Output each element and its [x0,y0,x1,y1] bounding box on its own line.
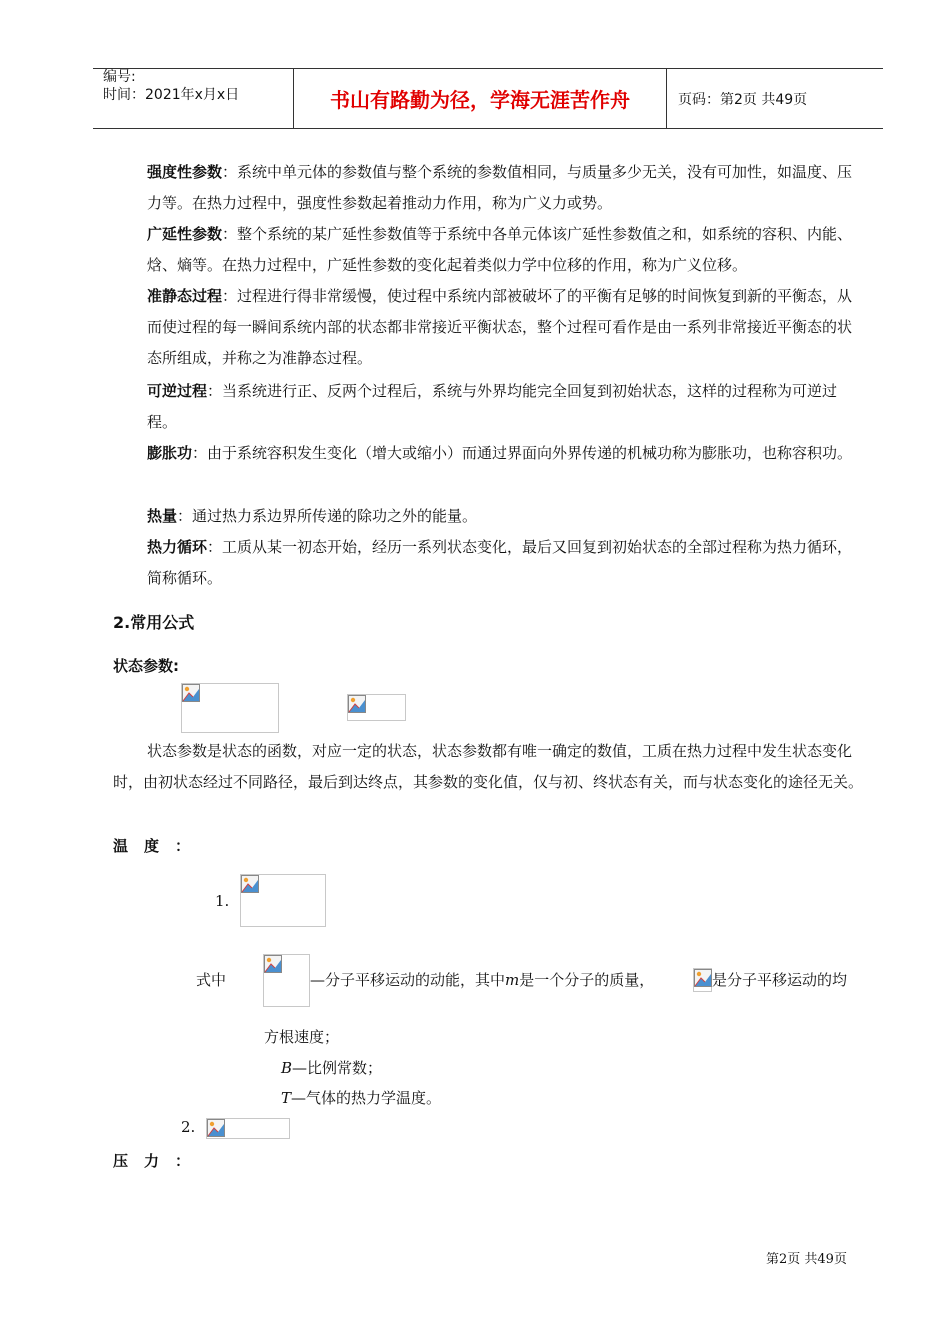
definition-term: 广延性参数 [147,225,223,243]
formula-image-icon [693,968,712,992]
state-params-title: 状态参数: [113,657,179,675]
definition-quasistatic [147,281,865,374]
definition-extensive [147,219,865,281]
header-bottom-rule [93,128,883,129]
definition-term: 强度性参数 [147,163,223,181]
definition-term: 热量 [147,507,178,525]
header-page-label: 页码：第2页 共49页 [678,92,808,108]
formula-image-icon [347,694,406,721]
pressure-title: 压力： [113,1152,207,1170]
formula-image-icon [240,874,326,927]
where-label: 式中 [196,971,227,989]
where-text: —分子平移运动的动能，其中 [310,971,506,989]
definition-reversible [147,376,865,438]
formula-image-icon [263,954,310,1007]
where-text: 是分子平移运动的均 [712,971,848,989]
t-line [281,1088,441,1108]
definition-term: 膨胀功 [147,444,193,462]
header-motto: 书山有路勤为径，学海无涯苦作舟 [330,88,630,112]
where-line [310,970,654,990]
definition-intensive [147,157,865,219]
temperature-title: 温度： [113,837,207,855]
definition-text: ：当系统进行正、反两个过程后，系统与外界均能完全回复到初始状态，这样的过程称为可逆过程。 [147,382,838,431]
item-number: 2. [181,1118,196,1136]
definition-cycle [147,532,865,594]
item-number: 1. [215,892,230,910]
symbol-m: m [505,971,520,989]
definition-term: 热力循环 [147,538,208,556]
header-meta [103,68,239,104]
header-divider-right [666,68,667,128]
b-line [281,1058,382,1078]
header-time-label: 时间：2021年x月x日 [103,87,240,103]
definition-text: ：整个系统的某广延性参数值等于系统中各单元体该广延性参数值之和，如系统的容积、内能、焓、熵等。在热力过程中，广延性参数的变化起着类似力学中位移的作用，称为广义位移。 [147,225,853,274]
t-desc: —气体的热力学温度。 [291,1089,442,1107]
definition-expansion-work [147,438,865,469]
definition-heat [147,501,865,532]
definition-term: 准静态过程 [147,287,223,305]
definition-text: ：工质从某一初态开始，经历一系列状态变化，最后又回复到初始状态的全部过程称为热力循环，简称循环。 [147,538,853,587]
state-params-paragraph: 状态参数是状态的函数，对应一定的状态，状态参数都有唯一确定的数值，工质在热力过程中发生状态变化时，由初状态经过不同路径，最后到达终点，其参数的变化值，仅与初、终状态有关，而与状态变化的途径无关。 [113,742,864,791]
definition-text: ：由于系统容积发生变化（增大或缩小）而通过界面向外界传递的机械功称为膨胀功，也称容积功。 [192,444,853,462]
header-code-label: 编号: [103,69,136,85]
symbol-b: B [281,1059,293,1077]
formula-image-icon [181,683,279,733]
formula-image-icon [206,1118,290,1139]
where-text: 方根速度； [264,1028,340,1046]
definition-text: ：系统中单元体的参数值与整个系统的参数值相同，与质量多少无关，没有可加性，如温度、压力等。在热力过程中，强度性参数起着推动力作用，称为广义力或势。 [147,163,853,212]
definition-term: 可逆过程 [147,382,208,400]
symbol-t: T [281,1089,292,1107]
section-title: 2.常用公式 [113,613,195,632]
definition-text: ：过程进行得非常缓慢，使过程中系统内部被破坏了的平衡有足够的时间恢复到新的平衡态，从而使过程的每一瞬间系统内部的状态都非常接近平衡状态，整个过程可看作是由一系列非常接近平衡态的状态所组成，并称之为准静态过程。 [147,287,853,367]
b-desc: —比例常数； [292,1059,383,1077]
where-text: 是一个分子的质量， [519,971,655,989]
page-footer: 第2页 共49页 [766,1252,847,1267]
definition-text: ：通过热力系边界所传递的除功之外的能量。 [177,507,478,525]
